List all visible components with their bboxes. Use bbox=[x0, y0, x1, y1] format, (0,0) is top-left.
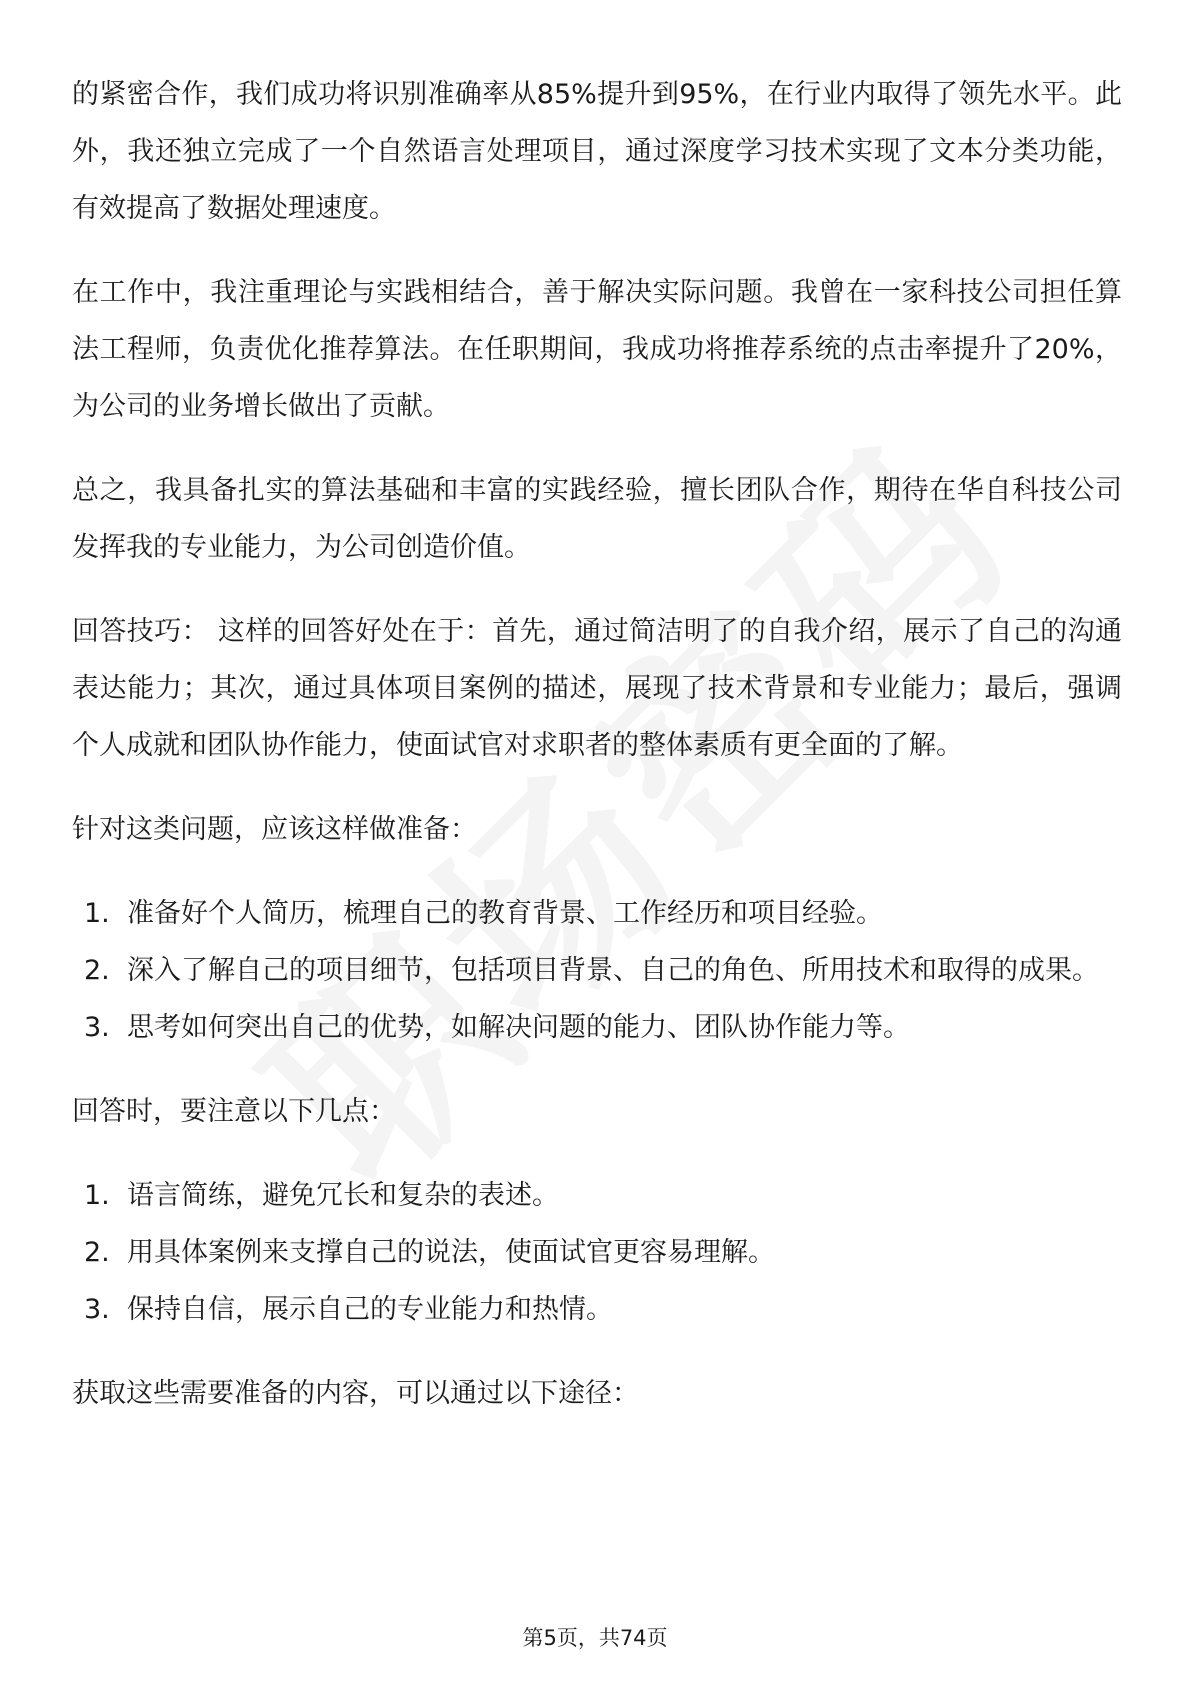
list-item-text: 用具体案例来支撑自己的说法，使面试官更容易理解。 bbox=[127, 1237, 775, 1268]
closing-paragraph: 获取这些需要准备的内容，可以通过以下途径： bbox=[72, 1378, 639, 1409]
preparation-intro: 针对这类问题，应该这样做准备： bbox=[72, 814, 477, 845]
list-item bbox=[72, 1167, 1122, 1224]
list-number: 2. bbox=[84, 955, 110, 986]
answer-notes-list bbox=[72, 1167, 1122, 1338]
preparation-list bbox=[72, 885, 1122, 1056]
list-item bbox=[72, 999, 1122, 1056]
page-number: 第5页，共74页 bbox=[522, 1626, 668, 1650]
list-item bbox=[72, 885, 1122, 942]
list-item bbox=[72, 942, 1122, 999]
list-item bbox=[72, 1281, 1122, 1338]
list-number: 3. bbox=[84, 1294, 110, 1325]
paragraph-project-achievements: 的紧密合作，我们成功将识别准确率从85%提升到95%，在行业内取得了领先水平。此外，我还独立完成了一个自然语言处理项目，通过深度学习技术实现了文本分类功能，有效提高了数据处理速度。 bbox=[72, 79, 1122, 224]
list-number: 3. bbox=[84, 1012, 110, 1043]
paragraph-work-experience: 在工作中，我注重理论与实践相结合，善于解决实际问题。我曾在一家科技公司担任算法工程师，负责优化推荐算法。在任职期间，我成功将推荐系统的点击率提升了20%，为公司的业务增长做出了贡献。 bbox=[72, 277, 1122, 422]
answer-notes-intro: 回答时，要注意以下几点： bbox=[72, 1096, 396, 1127]
page-content bbox=[72, 66, 1122, 1449]
list-number: 1. bbox=[84, 1180, 110, 1211]
paragraph-answer-tips: 回答技巧： 这样的回答好处在于：首先，通过简洁明了的自我介绍，展示了自己的沟通表达能力；其次，通过具体项目案例的描述，展现了技术背景和专业能力；最后，强调个人成就和团队协作能力，使面试官对求职者的整体素质有更全面的了解。 bbox=[72, 616, 1122, 761]
list-item-text: 思考如何突出自己的优势，如解决问题的能力、团队协作能力等。 bbox=[127, 1012, 910, 1043]
list-item bbox=[72, 1224, 1122, 1281]
list-item-text: 准备好个人简历，梳理自己的教育背景、工作经历和项目经验。 bbox=[127, 898, 883, 929]
paragraph-summary: 总之，我具备扎实的算法基础和丰富的实践经验，擅长团队合作，期待在华自科技公司发挥我的专业能力，为公司创造价值。 bbox=[72, 475, 1122, 563]
list-item-text: 语言简练，避免冗长和复杂的表述。 bbox=[127, 1180, 559, 1211]
list-number: 1. bbox=[84, 898, 110, 929]
list-number: 2. bbox=[84, 1237, 110, 1268]
list-item-text: 深入了解自己的项目细节，包括项目背景、自己的角色、所用技术和取得的成果。 bbox=[127, 955, 1099, 986]
list-item-text: 保持自信，展示自己的专业能力和热情。 bbox=[127, 1294, 613, 1325]
